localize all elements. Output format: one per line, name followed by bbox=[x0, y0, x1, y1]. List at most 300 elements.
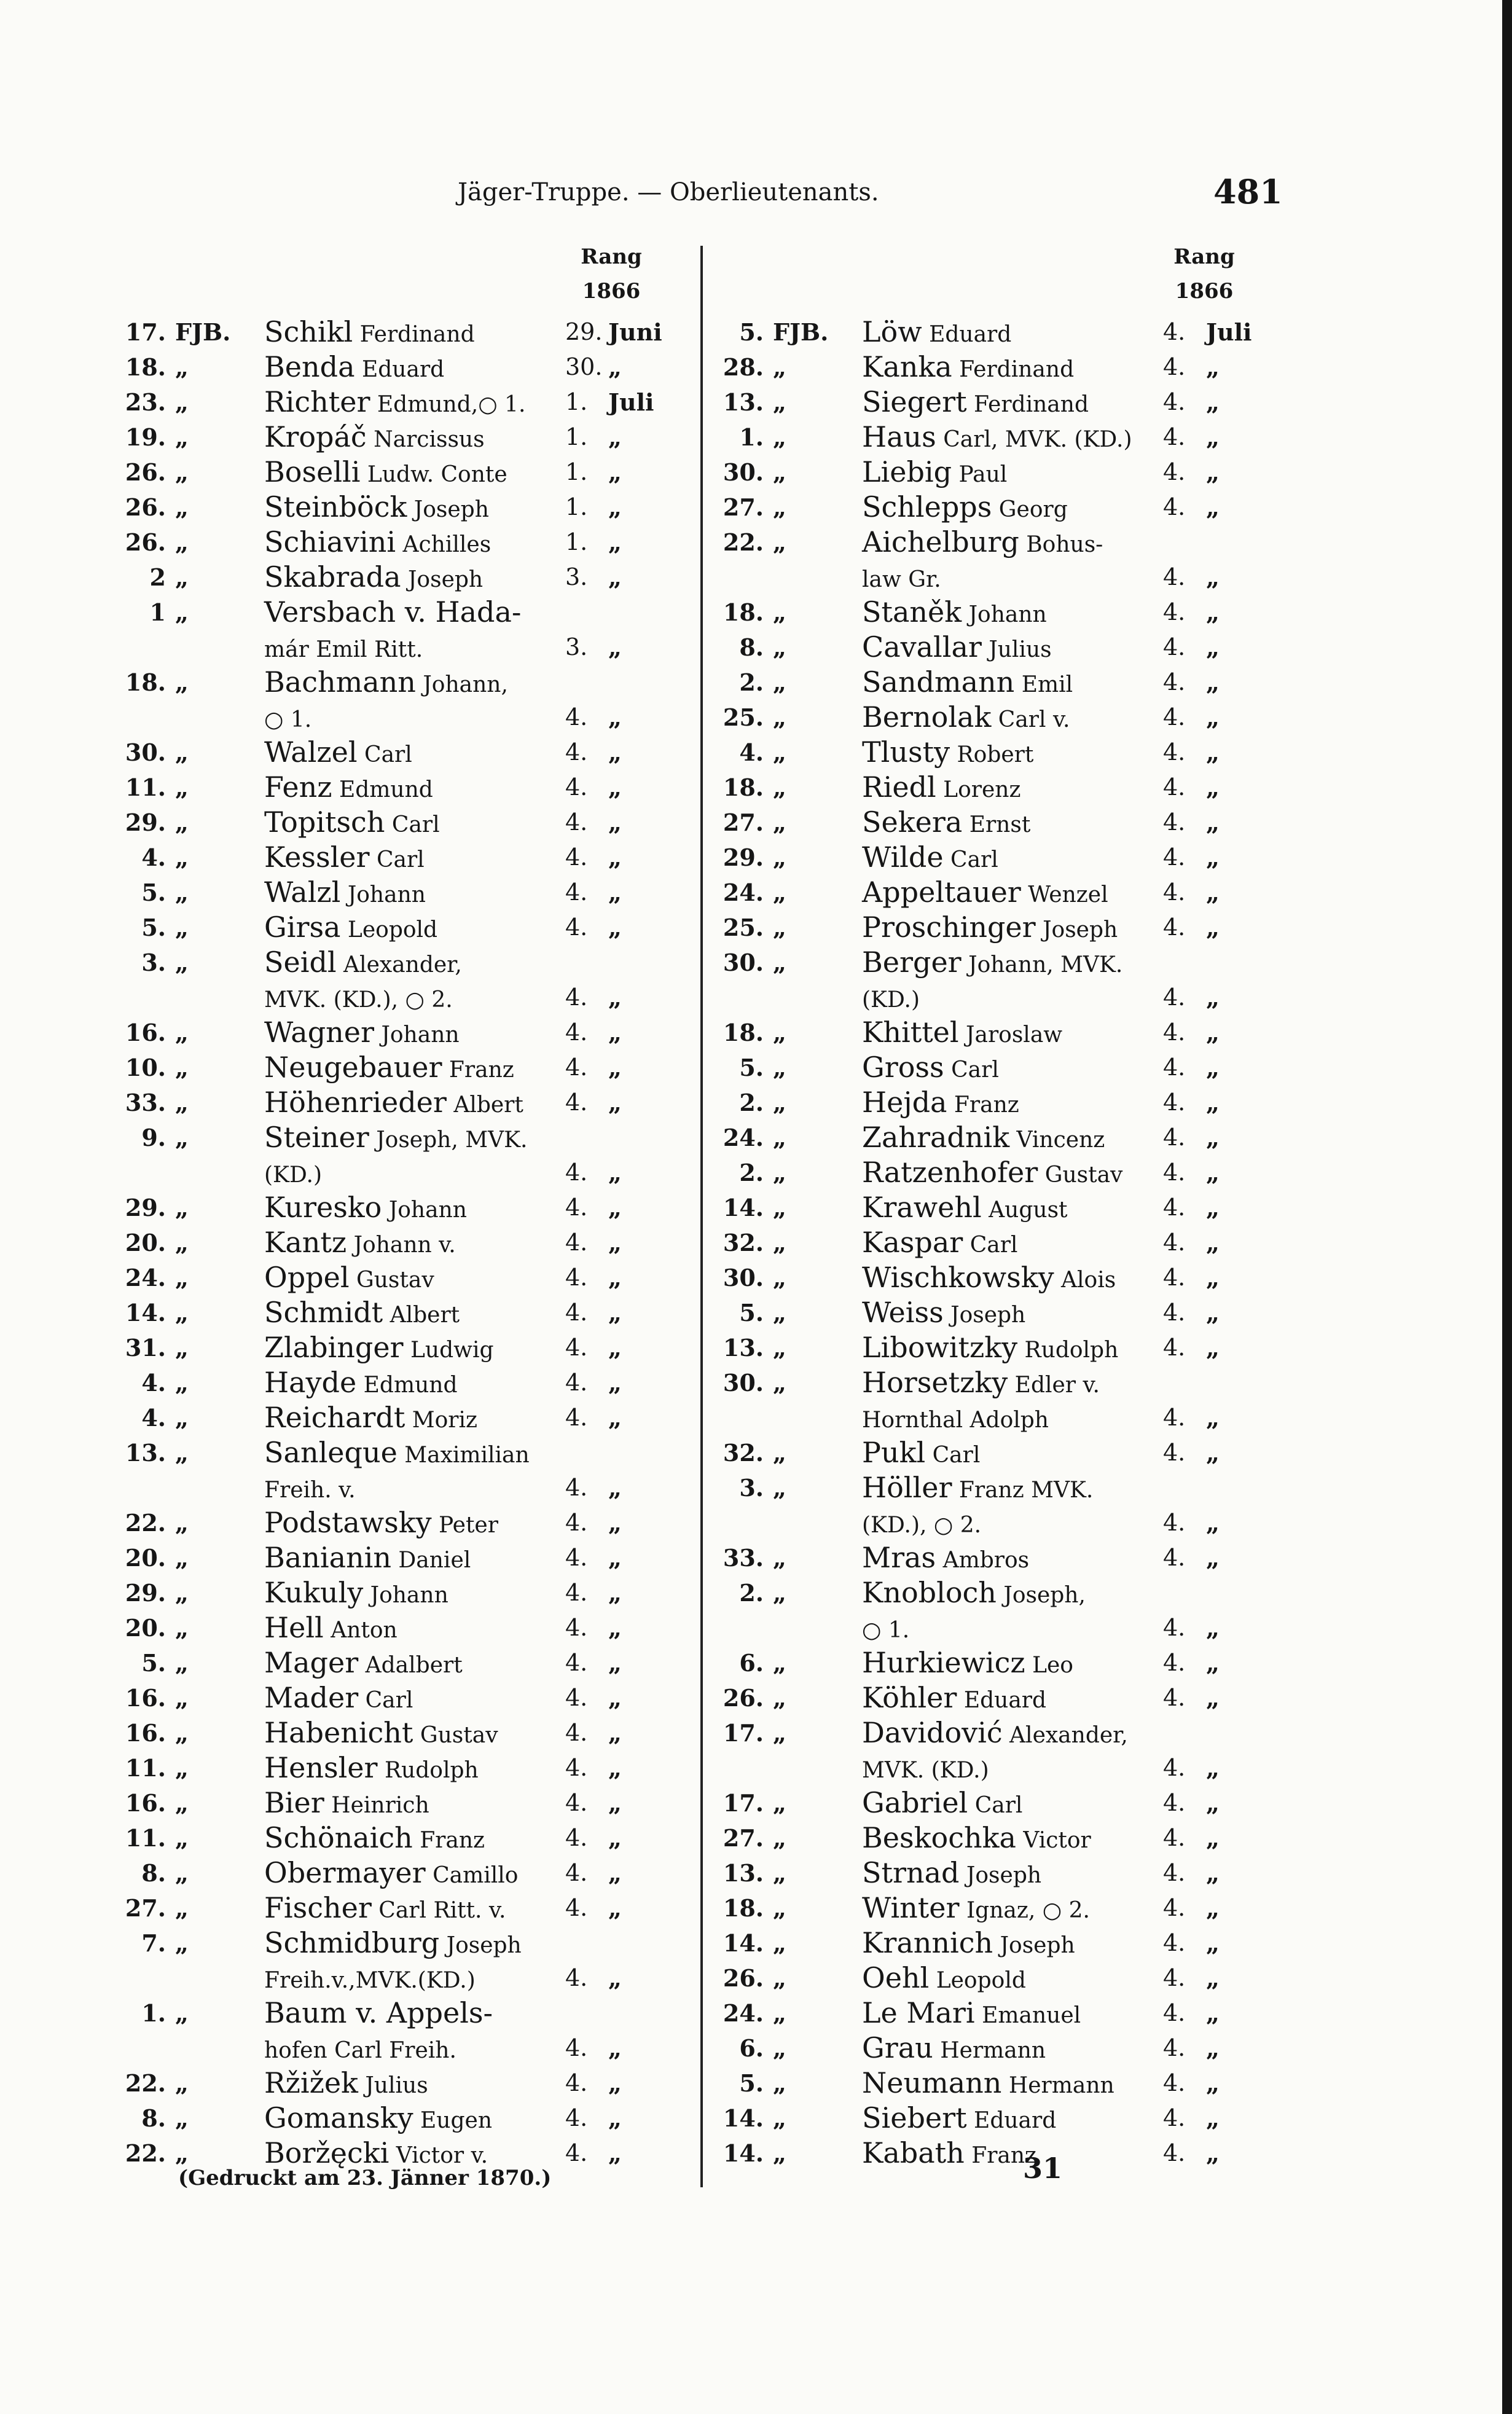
given-name: Daniel bbox=[391, 1548, 471, 1573]
roster-row bbox=[108, 420, 660, 455]
entry-number: 22. bbox=[723, 528, 764, 556]
entry-number: 24. bbox=[125, 1264, 166, 1291]
given-name: (KD.) bbox=[264, 1162, 323, 1188]
given-name: Hornthal Adolph bbox=[862, 1408, 1049, 1433]
corps-abbrev: „ bbox=[175, 668, 189, 696]
roster-row bbox=[705, 700, 1258, 735]
officer-name bbox=[862, 1785, 1022, 1823]
corps-abbrev: „ bbox=[773, 598, 786, 626]
rank-month: „ bbox=[608, 774, 622, 801]
rank-month: „ bbox=[1206, 1159, 1220, 1186]
officer-name bbox=[862, 665, 1073, 702]
roster-row bbox=[108, 1330, 660, 1365]
roster-row bbox=[108, 1961, 660, 1996]
entry-number: 32. bbox=[723, 1229, 764, 1256]
surname: Proschinger bbox=[862, 911, 1036, 944]
roster-row bbox=[108, 2031, 660, 2066]
rank-day: 4. bbox=[565, 1859, 588, 1886]
officer-name bbox=[264, 665, 508, 702]
officer-name bbox=[264, 350, 444, 387]
entry-number: 18. bbox=[723, 1019, 764, 1046]
given-name: Carl Ritt. v. bbox=[371, 1898, 506, 1923]
entry-number: 8. bbox=[141, 2104, 166, 2132]
surname: Mager bbox=[264, 1646, 359, 1679]
officer-name bbox=[862, 1926, 1075, 1963]
corps-abbrev: „ bbox=[175, 879, 189, 906]
surname: Zlabinger bbox=[264, 1331, 404, 1364]
corps-abbrev: „ bbox=[175, 1649, 189, 1677]
rank-day: 4. bbox=[1163, 1124, 1186, 1151]
corps-abbrev: „ bbox=[773, 2104, 786, 2132]
officer-name bbox=[264, 1330, 494, 1368]
entry-number: 2 bbox=[149, 563, 166, 591]
roster-row bbox=[108, 1891, 660, 1926]
corps-abbrev: „ bbox=[773, 1474, 786, 1502]
rank-month: „ bbox=[608, 1334, 622, 1362]
given-name: Leopold bbox=[340, 917, 438, 942]
officer-name bbox=[862, 1330, 1118, 1368]
rank-day: 4. bbox=[1163, 1894, 1186, 1921]
rank-month: „ bbox=[608, 1474, 622, 1502]
officer-name bbox=[264, 1785, 429, 1823]
rank-month: „ bbox=[608, 914, 622, 941]
entry-number: 17. bbox=[125, 318, 166, 346]
roster-row bbox=[108, 1750, 660, 1785]
roster-row bbox=[108, 1225, 660, 1260]
rank-month: Juli bbox=[1206, 318, 1252, 346]
roster-row bbox=[108, 945, 660, 980]
entry-number: 29. bbox=[723, 844, 764, 871]
officer-name bbox=[862, 1295, 1025, 1333]
roster-row bbox=[705, 1435, 1258, 1470]
rank-month: „ bbox=[1206, 1859, 1220, 1887]
surname: Mras bbox=[862, 1541, 936, 1574]
surname: Girsa bbox=[264, 911, 341, 944]
rang-header-left bbox=[574, 240, 648, 308]
surname: Fischer bbox=[264, 1891, 372, 1924]
roster-row bbox=[108, 1785, 660, 1820]
rank-day: 4. bbox=[565, 1824, 588, 1851]
given-name: ○ 1. bbox=[862, 1618, 910, 1643]
given-name: Ferdinand bbox=[966, 392, 1089, 417]
entry-number: 30. bbox=[723, 949, 764, 976]
surname: Winter bbox=[862, 1891, 960, 1924]
officer-name bbox=[862, 1400, 1049, 1438]
entry-number: 27. bbox=[723, 809, 764, 836]
entry-number: 24. bbox=[723, 1124, 764, 1151]
entry-number: 14. bbox=[723, 2104, 764, 2132]
corps-abbrev: „ bbox=[175, 353, 189, 381]
officer-name bbox=[264, 700, 311, 737]
rank-month: „ bbox=[1206, 1894, 1220, 1922]
rank-month: „ bbox=[1206, 563, 1220, 591]
officer-name bbox=[264, 1400, 477, 1438]
rank-day: 4. bbox=[565, 1404, 588, 1431]
officer-name bbox=[862, 1435, 980, 1473]
entry-number: 25. bbox=[723, 703, 764, 731]
officer-name bbox=[264, 805, 440, 842]
roster-row bbox=[705, 2136, 1258, 2171]
entry-number: 3. bbox=[141, 949, 166, 976]
rank-day: 4. bbox=[1163, 1824, 1186, 1851]
rank-day: 4. bbox=[565, 1159, 588, 1186]
rank-day: 4. bbox=[1163, 598, 1186, 625]
roster-row bbox=[108, 1085, 660, 1120]
given-name: Joseph, bbox=[996, 1583, 1086, 1608]
corps-abbrev: „ bbox=[773, 633, 786, 661]
given-name: MVK. (KD.), ○ 2. bbox=[264, 987, 453, 1013]
roster-row bbox=[108, 595, 660, 630]
rank-day: 4. bbox=[1163, 1999, 1186, 2026]
rank-day: 4. bbox=[565, 1334, 588, 1361]
roster-row bbox=[705, 315, 1258, 350]
rank-day: 4. bbox=[565, 1964, 588, 1991]
given-name: Narcissus bbox=[366, 427, 485, 452]
roster-row bbox=[108, 980, 660, 1015]
corps-abbrev: „ bbox=[175, 1929, 189, 1957]
rank-day: 4. bbox=[1163, 1334, 1186, 1361]
given-name: Carl bbox=[925, 1443, 981, 1468]
corps-abbrev: „ bbox=[175, 1089, 189, 1116]
surname: Kuresko bbox=[264, 1191, 382, 1224]
entry-number: 23. bbox=[125, 388, 166, 416]
rank-month: „ bbox=[1206, 633, 1220, 661]
rank-day: 4. bbox=[1163, 423, 1186, 450]
rank-day: 4. bbox=[565, 1369, 588, 1396]
corps-abbrev: „ bbox=[175, 423, 189, 451]
given-name: Franz bbox=[964, 2143, 1037, 2168]
officer-name bbox=[862, 945, 1122, 982]
officer-name bbox=[264, 840, 425, 877]
officer-name bbox=[862, 1050, 999, 1087]
rank-day: 4. bbox=[1163, 1159, 1186, 1186]
rank-day: 4. bbox=[565, 774, 588, 801]
officer-name bbox=[862, 805, 1030, 842]
entry-number: 22. bbox=[125, 1509, 166, 1537]
corps-abbrev: „ bbox=[175, 1859, 189, 1887]
surname: Schmidt bbox=[264, 1296, 383, 1329]
given-name: Carl bbox=[943, 847, 998, 872]
corps-abbrev: „ bbox=[175, 1509, 189, 1537]
rank-month: „ bbox=[608, 1719, 622, 1747]
surname: Siebert bbox=[862, 2101, 967, 2134]
given-name: Franz MVK. bbox=[952, 1478, 1094, 1503]
surname: Wischkowsky bbox=[862, 1261, 1054, 1294]
roster-row bbox=[705, 1050, 1258, 1085]
entry-number: 18. bbox=[723, 1894, 764, 1922]
roster-row bbox=[108, 805, 660, 840]
officer-name bbox=[862, 1085, 1019, 1123]
entry-number: 33. bbox=[125, 1089, 166, 1116]
officer-name bbox=[264, 1050, 514, 1087]
entry-number: 18. bbox=[723, 598, 764, 626]
entry-number: 27. bbox=[723, 1824, 764, 1852]
given-name: Julius bbox=[981, 637, 1052, 662]
corps-abbrev: „ bbox=[175, 1579, 189, 1607]
rank-day: 4. bbox=[1163, 1439, 1186, 1466]
roster-row bbox=[108, 1820, 660, 1856]
surname: Khittel bbox=[862, 1016, 959, 1049]
entry-number: 16. bbox=[125, 1719, 166, 1747]
roster-row bbox=[108, 315, 660, 350]
given-name: Joseph bbox=[401, 567, 484, 592]
rank-month: „ bbox=[608, 633, 622, 661]
officer-name bbox=[862, 2101, 1056, 2138]
rank-day: 4. bbox=[1163, 1649, 1186, 1676]
officer-name bbox=[862, 1996, 1081, 2033]
surname: Horsetzky bbox=[862, 1366, 1008, 1399]
entry-number: 20. bbox=[125, 1614, 166, 1642]
officer-name bbox=[264, 770, 433, 807]
entry-number: 26. bbox=[125, 528, 166, 556]
rank-day: 4. bbox=[565, 703, 588, 731]
officer-name bbox=[862, 910, 1118, 947]
given-name: Anton bbox=[323, 1618, 398, 1643]
roster-row bbox=[705, 1540, 1258, 1575]
surname: Neugebauer bbox=[264, 1051, 442, 1084]
corps-abbrev: „ bbox=[773, 1089, 786, 1116]
given-name: Carl bbox=[944, 1057, 999, 1083]
roster-row bbox=[705, 420, 1258, 455]
entry-number: 13. bbox=[723, 388, 764, 416]
officer-name bbox=[264, 2101, 492, 2138]
rank-day: 4. bbox=[565, 809, 588, 836]
corps-abbrev: „ bbox=[175, 739, 189, 766]
surname: Berger bbox=[862, 946, 962, 979]
roster-row bbox=[705, 1645, 1258, 1680]
rank-month: „ bbox=[1206, 809, 1220, 836]
rank-day: 4. bbox=[1163, 1299, 1186, 1326]
corps-abbrev: „ bbox=[175, 1404, 189, 1432]
rank-month: „ bbox=[1206, 774, 1220, 801]
given-name: Rudolph bbox=[1017, 1338, 1119, 1363]
entry-number: 10. bbox=[125, 1054, 166, 1081]
surname: Davidović bbox=[862, 1716, 1003, 1749]
rank-day: 4. bbox=[1163, 809, 1186, 836]
surname: Oppel bbox=[264, 1261, 350, 1294]
corps-abbrev: „ bbox=[175, 2139, 189, 2167]
corps-abbrev: „ bbox=[175, 563, 189, 591]
given-name: Joseph bbox=[959, 1863, 1042, 1888]
officer-name bbox=[862, 1260, 1116, 1298]
given-name: Victor bbox=[1016, 1828, 1091, 1853]
corps-abbrev: „ bbox=[175, 1019, 189, 1046]
given-name: Leo bbox=[1025, 1653, 1073, 1678]
rang-year: 1866 bbox=[1175, 279, 1234, 304]
roster-row bbox=[705, 1015, 1258, 1050]
surname: Ržižek bbox=[264, 2066, 358, 2099]
roster-row bbox=[705, 1120, 1258, 1155]
entry-number: 2. bbox=[739, 1159, 764, 1186]
corps-abbrev: „ bbox=[175, 1334, 189, 1362]
surname: Gomansky bbox=[264, 2101, 413, 2134]
rank-month: „ bbox=[608, 1089, 622, 1116]
roster-row bbox=[705, 1155, 1258, 1190]
roster-row bbox=[705, 1330, 1258, 1365]
corps-abbrev: „ bbox=[175, 1684, 189, 1712]
rank-day: 4. bbox=[1163, 2034, 1186, 2061]
corps-abbrev: „ bbox=[175, 493, 189, 521]
rank-month: „ bbox=[608, 739, 622, 766]
rank-day: 4. bbox=[565, 1509, 588, 1536]
rank-month: „ bbox=[1206, 353, 1220, 381]
rank-month: „ bbox=[1206, 493, 1220, 521]
rank-month: „ bbox=[1206, 1929, 1220, 1957]
rank-day: 4. bbox=[565, 1264, 588, 1291]
entry-number: 18. bbox=[723, 774, 764, 801]
rank-month: Juli bbox=[608, 388, 654, 416]
given-name: Carl bbox=[963, 1232, 1018, 1258]
given-name: Carl bbox=[357, 742, 412, 767]
rank-month: „ bbox=[1206, 2034, 1220, 2062]
roster-row bbox=[705, 1820, 1258, 1856]
officer-name bbox=[862, 385, 1089, 422]
surname: Höhenrieder bbox=[264, 1086, 447, 1119]
roster-row bbox=[705, 630, 1258, 665]
corps-abbrev: „ bbox=[773, 1579, 786, 1607]
corps-abbrev: „ bbox=[773, 914, 786, 941]
rank-day: 4. bbox=[565, 2104, 588, 2131]
given-name: Moriz bbox=[405, 1408, 477, 1433]
roster-row bbox=[705, 1610, 1258, 1645]
surname: Steiner bbox=[264, 1121, 369, 1154]
given-name: Joseph bbox=[1035, 917, 1118, 942]
roster-row bbox=[705, 385, 1258, 420]
roster-row bbox=[705, 1961, 1258, 1996]
rank-month: „ bbox=[608, 703, 622, 731]
entry-number: 6. bbox=[739, 1649, 764, 1677]
given-name: hofen Carl Freih. bbox=[264, 2038, 456, 2063]
rank-month: „ bbox=[1206, 1684, 1220, 1712]
roster-row bbox=[108, 385, 660, 420]
given-name: Hermann bbox=[933, 2038, 1046, 2063]
entry-number: 5. bbox=[739, 1054, 764, 1081]
entry-number: 2. bbox=[739, 668, 764, 696]
rank-month: „ bbox=[608, 1299, 622, 1327]
surname: Bachmann bbox=[264, 665, 416, 699]
rank-day: 4. bbox=[1163, 493, 1186, 520]
officer-name bbox=[264, 1295, 460, 1333]
entry-number: 14. bbox=[723, 2139, 764, 2167]
entry-number: 29. bbox=[125, 1194, 166, 1221]
rank-day: 4. bbox=[565, 844, 588, 871]
entry-number: 9. bbox=[141, 1124, 166, 1151]
rank-day: 4. bbox=[565, 1719, 588, 1746]
rank-day: 4. bbox=[1163, 353, 1186, 380]
given-name: Carl v. bbox=[991, 707, 1070, 732]
entry-number: 16. bbox=[125, 1684, 166, 1712]
roster-row bbox=[108, 875, 660, 910]
roster-row bbox=[108, 1470, 660, 1505]
entry-number: 26. bbox=[125, 493, 166, 521]
officer-name bbox=[862, 350, 1074, 387]
rank-day: 4. bbox=[1163, 633, 1186, 660]
given-name: Heinrich bbox=[324, 1793, 429, 1818]
given-name: Joseph bbox=[943, 1303, 1026, 1328]
surname: Banianin bbox=[264, 1541, 391, 1574]
rank-month: „ bbox=[1206, 1649, 1220, 1677]
rank-day: 4. bbox=[1163, 1544, 1186, 1571]
roster-row bbox=[705, 1190, 1258, 1225]
corps-abbrev: „ bbox=[175, 1369, 189, 1397]
roster-row bbox=[108, 2066, 660, 2101]
given-name: Edmund,○ 1. bbox=[370, 392, 526, 417]
surname: Seidl bbox=[264, 946, 337, 979]
entry-number: 13. bbox=[723, 1859, 764, 1887]
roster-row bbox=[705, 1470, 1258, 1505]
rank-month: „ bbox=[1206, 844, 1220, 871]
corps-abbrev: „ bbox=[773, 528, 786, 556]
surname: Hejda bbox=[862, 1086, 947, 1119]
given-name: Alexander, bbox=[1002, 1723, 1128, 1748]
officer-name bbox=[264, 1540, 471, 1578]
roster-row bbox=[108, 1015, 660, 1050]
rank-month: „ bbox=[608, 1544, 622, 1572]
rank-month: „ bbox=[1206, 1824, 1220, 1852]
given-name: August bbox=[981, 1197, 1068, 1223]
rank-month: „ bbox=[608, 1509, 622, 1537]
given-name: Franz bbox=[947, 1092, 1019, 1118]
given-name: Hermann bbox=[1001, 2073, 1114, 2098]
corps-abbrev: „ bbox=[773, 1544, 786, 1572]
rank-day: 4. bbox=[565, 739, 588, 766]
rank-day: 4. bbox=[565, 1019, 588, 1046]
corps-abbrev: „ bbox=[175, 1194, 189, 1221]
surname: Schlepps bbox=[862, 490, 992, 523]
roster-row bbox=[108, 1540, 660, 1575]
entry-number: 5. bbox=[739, 2069, 764, 2097]
rank-month: „ bbox=[608, 1054, 622, 1081]
given-name: Joseph, MVK. bbox=[369, 1127, 528, 1153]
officer-name bbox=[862, 1540, 1029, 1578]
surname: Cavallar bbox=[862, 630, 982, 664]
rank-day: 4. bbox=[565, 1544, 588, 1571]
surname: Liebig bbox=[862, 455, 952, 488]
rank-day: 4. bbox=[1163, 668, 1186, 696]
entry-number: 7. bbox=[141, 1929, 166, 1957]
given-name: Franz bbox=[412, 1828, 485, 1853]
given-name: Julius bbox=[358, 2073, 428, 2098]
corps-abbrev: „ bbox=[175, 1824, 189, 1852]
signature-mark: 31 bbox=[1023, 2152, 1063, 2185]
page-number: 481 bbox=[1213, 172, 1283, 211]
officer-name bbox=[264, 315, 475, 352]
given-name: Ferdinand bbox=[353, 322, 475, 347]
roster-row bbox=[108, 490, 660, 525]
corps-abbrev: „ bbox=[175, 1754, 189, 1782]
corps-abbrev: „ bbox=[773, 1159, 786, 1186]
officer-name bbox=[264, 1015, 460, 1052]
rank-day: 4. bbox=[1163, 879, 1186, 906]
corps-abbrev: „ bbox=[175, 528, 189, 556]
roster-row bbox=[108, 1295, 660, 1330]
corps-abbrev: „ bbox=[175, 1439, 189, 1467]
rank-day: 4. bbox=[1163, 1054, 1186, 1081]
officer-name bbox=[862, 1365, 1100, 1403]
rank-month: „ bbox=[608, 809, 622, 836]
corps-abbrev: „ bbox=[773, 1369, 786, 1397]
rank-month: „ bbox=[1206, 1544, 1220, 1572]
roster-row bbox=[705, 455, 1258, 490]
entry-number: 13. bbox=[723, 1334, 764, 1362]
roster-row bbox=[705, 735, 1258, 770]
entry-number: 5. bbox=[739, 1299, 764, 1327]
corps-abbrev: „ bbox=[773, 844, 786, 871]
roster-row bbox=[108, 1260, 660, 1295]
surname: Krawehl bbox=[862, 1191, 982, 1224]
officer-name bbox=[264, 595, 521, 632]
officer-name bbox=[264, 1225, 456, 1263]
